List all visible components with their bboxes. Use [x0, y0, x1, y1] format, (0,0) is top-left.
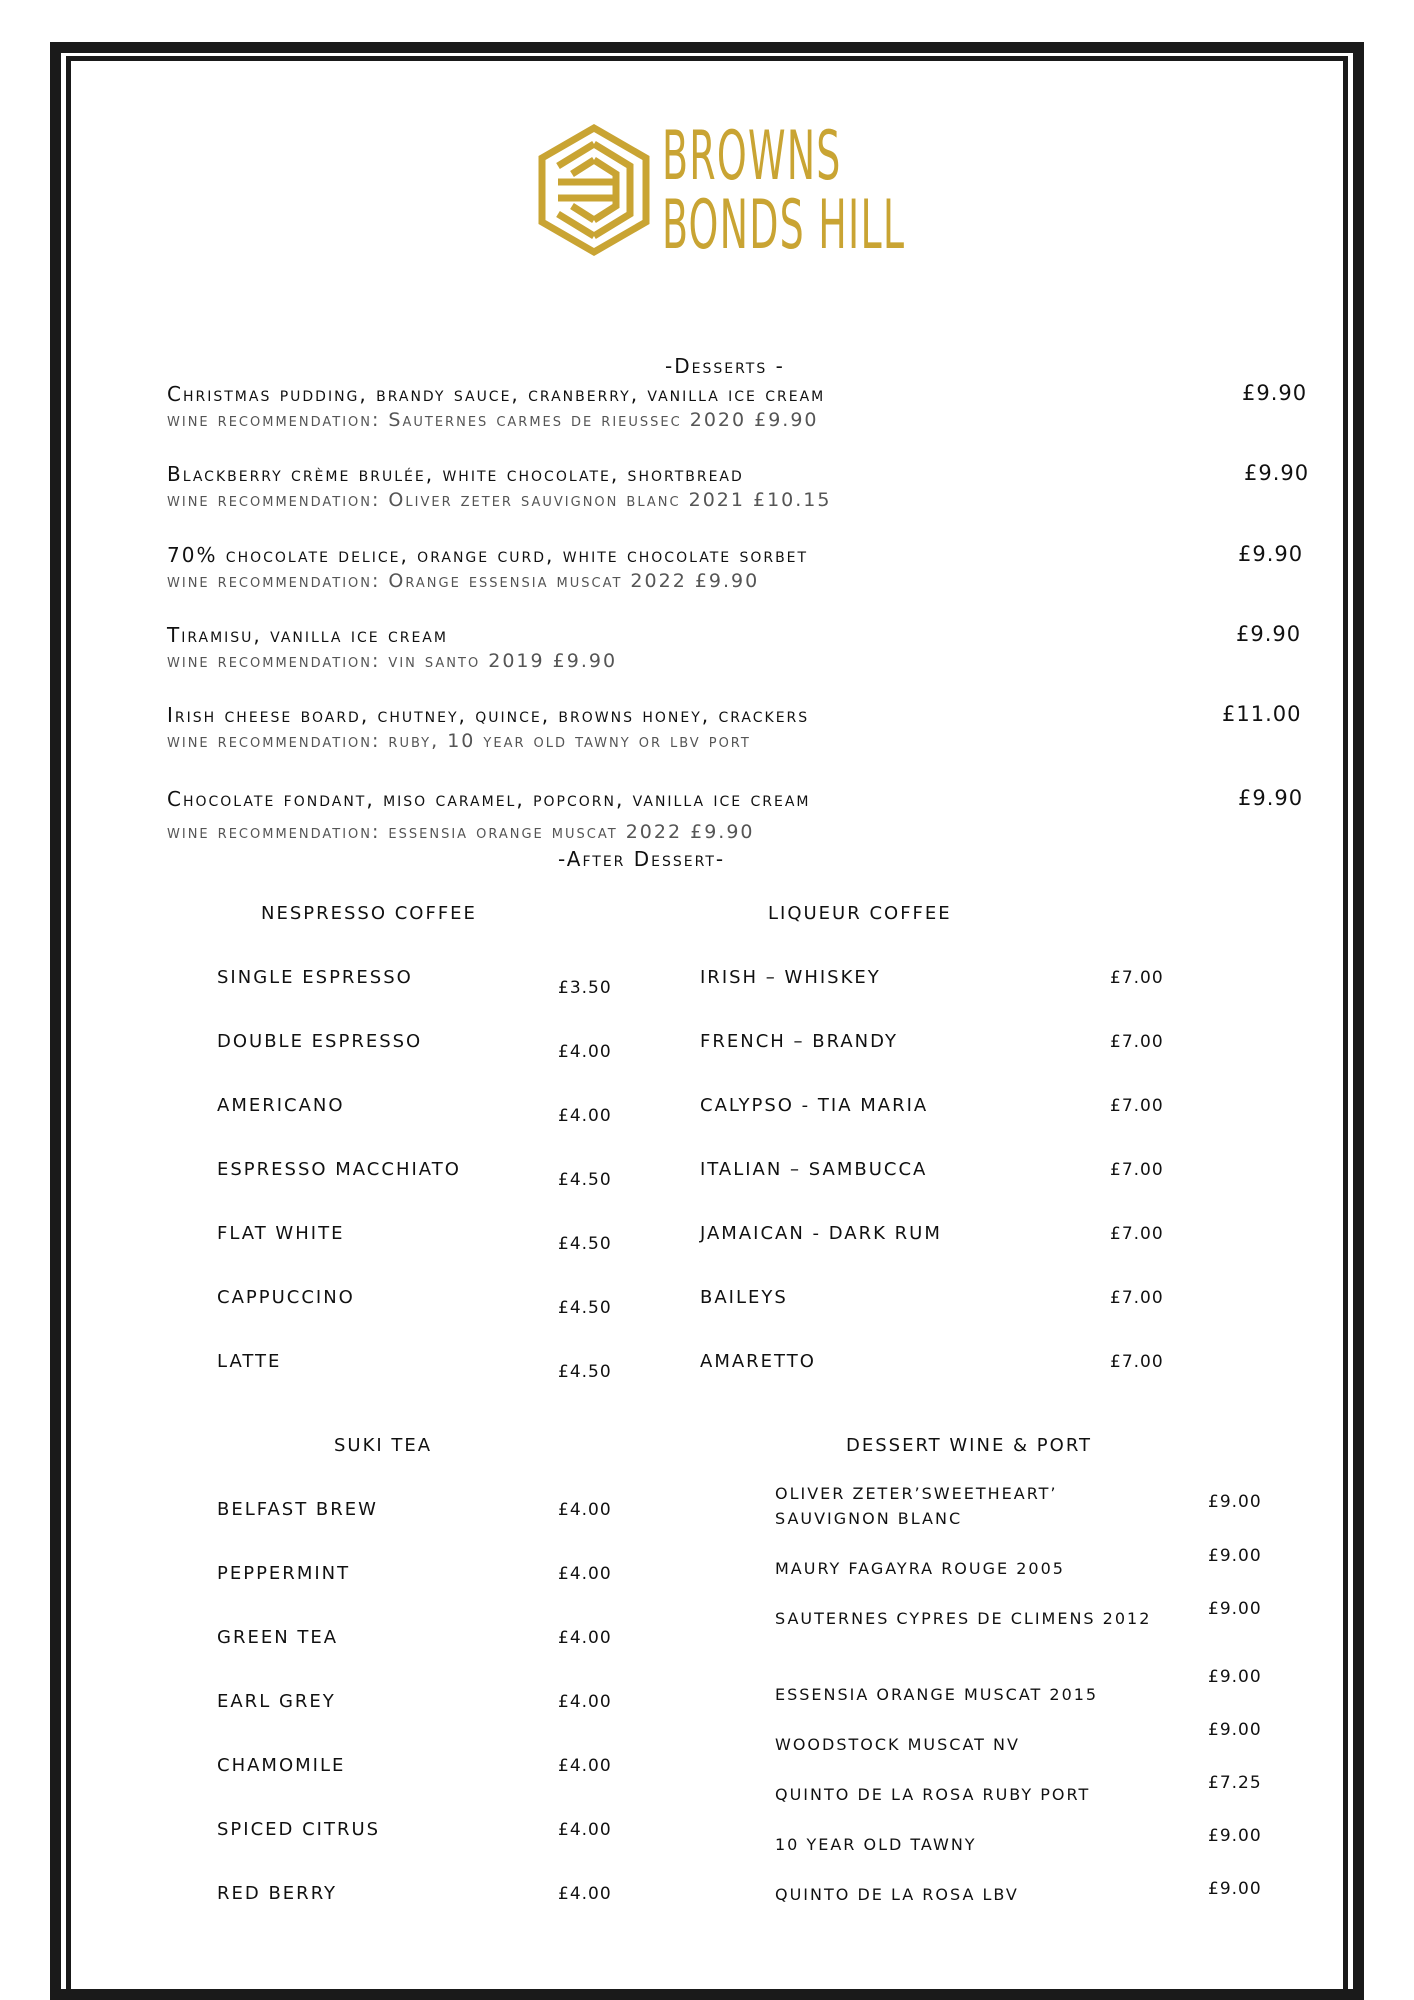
wine-name: 10 YEAR OLD TAWNY: [775, 1835, 977, 1854]
dessert-price: £9.90: [1236, 622, 1302, 646]
coffee-name: DOUBLE ESPRESSO: [217, 1031, 423, 1052]
wine-name: SAUTERNES CYPRES DE CLIMENS 2012: [775, 1609, 1152, 1628]
brand-logo: [534, 117, 906, 265]
coffee-price: £4.00: [558, 1042, 612, 1062]
coffee-price: £4.50: [558, 1234, 612, 1254]
hexagon-logo-icon: [534, 122, 654, 262]
liqueur-name: BAILEYS: [700, 1287, 788, 1308]
brand-line-2: BONDS HILL: [662, 186, 906, 265]
dessert-wine: wine recommendation: Oliver zeter sauvignon blanc 2021 £10.15: [167, 489, 832, 511]
dessert-name: Christmas pudding, brandy sauce, cranberry, vanilla ice cream: [167, 382, 826, 406]
dessert-wine: wine recommendation: Orange essensia muscat 2022 £9.90: [167, 570, 760, 592]
coffee-name: ESPRESSO MACCHIATO: [217, 1159, 461, 1180]
dessert-name: Chocolate fondant, miso caramel, popcorn, vanilla ice cream: [167, 787, 811, 811]
liqueur-name: AMARETTO: [700, 1351, 816, 1372]
wine-price: £9.00: [1208, 1720, 1262, 1740]
liqueur-name: IRISH – WHISKEY: [700, 967, 881, 988]
wine-name: QUINTO DE LA ROSA LBV: [775, 1885, 1019, 1904]
dessert-name: Irish cheese board, chutney, quince, browns honey, crackers: [167, 703, 810, 727]
dessert-name: Blackberry crème brulée, white chocolate, shortbread: [167, 462, 744, 486]
dessert-name: Tiramisu, vanilla ice cream: [167, 623, 448, 647]
dessert-wine: wine recommendation: essensia orange muscat 2022 £9.90: [167, 821, 755, 843]
coffee-name: SINGLE ESPRESSO: [217, 967, 413, 988]
dessert-wine: wine recommendation: Sauternes carmes de rieussec 2020 £9.90: [167, 409, 819, 431]
liqueur-price: £7.00: [1110, 968, 1164, 988]
tea-name: CHAMOMILE: [217, 1755, 346, 1776]
tea-name: RED BERRY: [217, 1883, 338, 1904]
nespresso-title: NESPRESSO COFFEE: [261, 903, 477, 924]
liqueur-title: LIQUEUR COFFEE: [768, 903, 952, 924]
wine-price: £9.00: [1208, 1492, 1262, 1512]
dessert-wine: wine recommendation: ruby, 10 year old tawny or lbv port: [167, 730, 751, 752]
tea-name: PEPPERMINT: [217, 1563, 351, 1584]
liqueur-name: FRENCH – BRANDY: [700, 1031, 899, 1052]
dessert-price: £9.90: [1244, 461, 1310, 485]
dessert-price: £11.00: [1222, 702, 1302, 726]
brand-name: [662, 117, 906, 265]
tea-name: GREEN TEA: [217, 1627, 339, 1648]
wine-price: £9.00: [1208, 1546, 1262, 1566]
liqueur-price: £7.00: [1110, 1096, 1164, 1116]
wine-price: £9.00: [1208, 1667, 1262, 1687]
tea-price: £4.00: [558, 1692, 612, 1712]
liqueur-price: £7.00: [1110, 1160, 1164, 1180]
coffee-price: £4.50: [558, 1170, 612, 1190]
coffee-name: AMERICANO: [217, 1095, 345, 1116]
tea-price: £4.00: [558, 1820, 612, 1840]
desserts-heading: -Desserts -: [665, 354, 785, 378]
wine-name: WOODSTOCK MUSCAT NV: [775, 1735, 1020, 1754]
liqueur-name: JAMAICAN - DARK RUM: [700, 1223, 942, 1244]
dessert-wine: wine recommendation: vin santo 2019 £9.90: [167, 650, 618, 672]
tea-name: SPICED CITRUS: [217, 1819, 381, 1840]
liqueur-price: £7.00: [1110, 1288, 1164, 1308]
wine-price: £9.00: [1208, 1599, 1262, 1619]
brand-line-1: BROWNS: [662, 117, 842, 196]
after-dessert-heading: -After Dessert-: [558, 847, 726, 871]
tea-name: EARL GREY: [217, 1691, 336, 1712]
dessert-price: £9.90: [1238, 542, 1304, 566]
coffee-name: FLAT WHITE: [217, 1223, 345, 1244]
liqueur-price: £7.00: [1110, 1352, 1164, 1372]
dessert-price: £9.90: [1238, 786, 1304, 810]
wine-price: £7.25: [1208, 1773, 1262, 1793]
coffee-name: CAPPUCCINO: [217, 1287, 355, 1308]
wine-port-title: DESSERT WINE & PORT: [846, 1435, 1093, 1456]
liqueur-price: £7.00: [1110, 1224, 1164, 1244]
tea-price: £4.00: [558, 1628, 612, 1648]
coffee-name: LATTE: [217, 1351, 282, 1372]
tea-price: £4.00: [558, 1884, 612, 1904]
dessert-name: 70% chocolate delice, orange curd, white chocolate sorbet: [167, 543, 809, 567]
wine-name: OLIVER ZETER’SWEETHEART’ SAUVIGNON BLANC: [775, 1484, 1058, 1528]
tea-price: £4.00: [558, 1564, 612, 1584]
liqueur-price: £7.00: [1110, 1032, 1164, 1052]
coffee-price: £4.50: [558, 1362, 612, 1382]
wine-price: £9.00: [1208, 1826, 1262, 1846]
tea-name: BELFAST BREW: [217, 1499, 378, 1520]
liqueur-name: ITALIAN – SAMBUCCA: [700, 1159, 928, 1180]
tea-title: SUKI TEA: [334, 1435, 433, 1456]
tea-price: £4.00: [558, 1500, 612, 1520]
wine-price: £9.00: [1208, 1879, 1262, 1899]
wine-name: ESSENSIA ORANGE MUSCAT 2015: [775, 1685, 1099, 1704]
coffee-price: £4.50: [558, 1298, 612, 1318]
coffee-price: £4.00: [558, 1106, 612, 1126]
wine-name: QUINTO DE LA ROSA RUBY PORT: [775, 1785, 1091, 1804]
coffee-price: £3.50: [558, 978, 612, 998]
dessert-price: £9.90: [1242, 381, 1308, 405]
tea-price: £4.00: [558, 1756, 612, 1776]
liqueur-name: CALYPSO - TIA MARIA: [700, 1095, 929, 1116]
wine-name: MAURY FAGAYRA ROUGE 2005: [775, 1559, 1065, 1578]
